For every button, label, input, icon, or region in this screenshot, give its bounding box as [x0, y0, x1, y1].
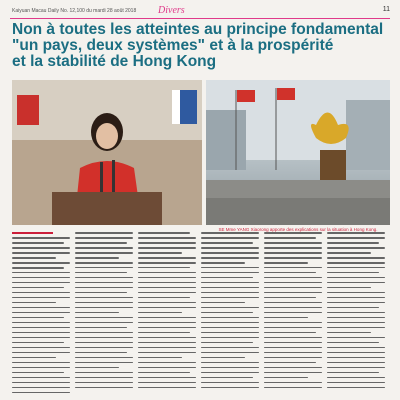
article-body: [12, 232, 392, 397]
photo-caption: SE Mme YANG Xiaorong apporte des explications sur la situation à Hong Kong.: [218, 227, 378, 232]
section-title: Divers: [158, 5, 185, 16]
text-column-1: [12, 232, 70, 394]
page-header: [8, 5, 392, 15]
speaker-photo: [12, 80, 202, 225]
article-headline: [12, 22, 388, 70]
text-column-4: [201, 232, 259, 394]
publication-line: Kaiyuan Macau Daily No. 12,100 du mardi 28 août 2018: [12, 8, 137, 14]
golden-bauhinia-photo: [206, 80, 390, 225]
headline-line-2: "un pays, deux systèmes" et à la prospérité: [12, 37, 334, 54]
text-column-5: [264, 232, 322, 394]
headline-line-3: et la stabilité de Hong Kong: [12, 53, 217, 70]
page-number: 11: [382, 6, 390, 13]
text-column-3: [138, 232, 196, 394]
text-column-2: [75, 232, 133, 394]
text-column-6: [327, 232, 385, 394]
header-rule: [10, 18, 390, 19]
headline-line-1: Non à toutes les atteintes au principe fondamental: [12, 21, 384, 38]
